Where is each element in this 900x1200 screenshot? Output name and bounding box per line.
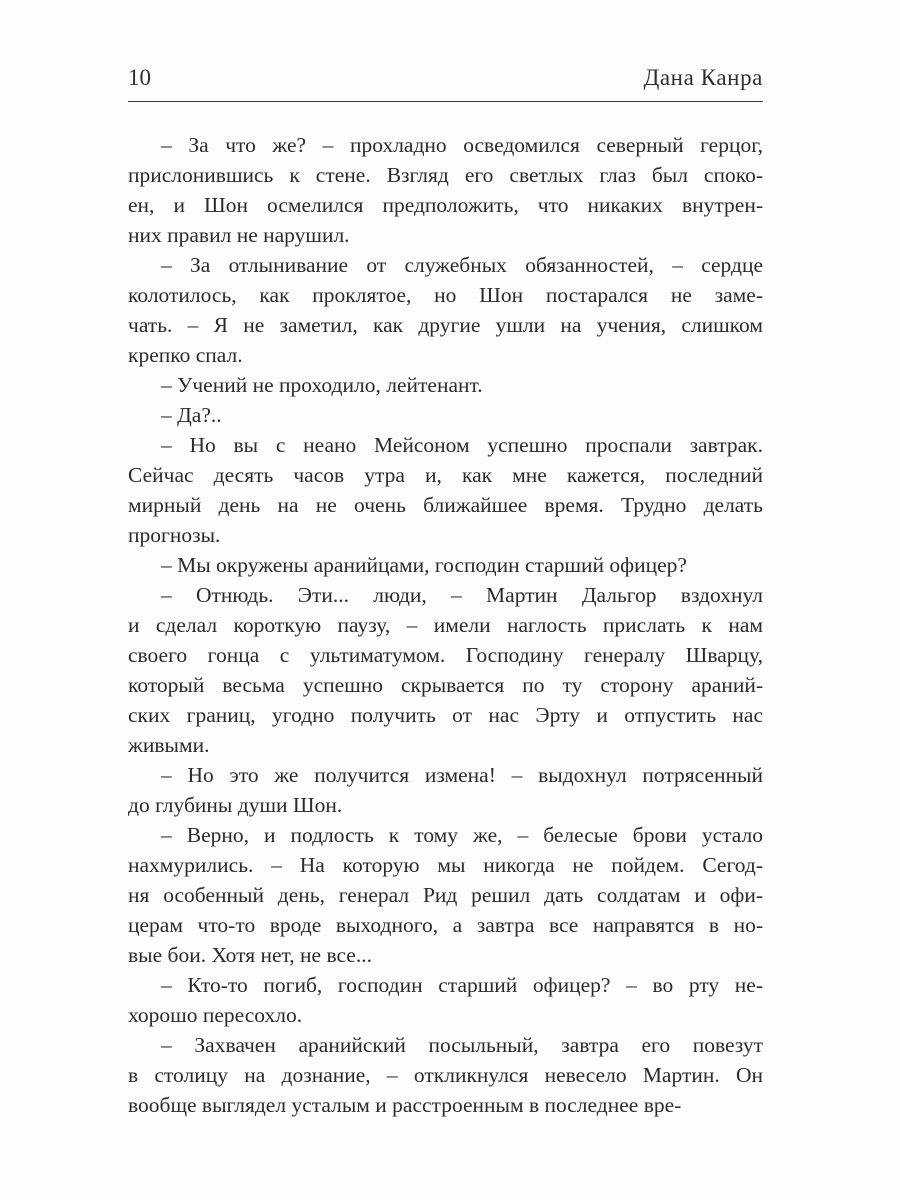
text-line: – Но это же получится измена! – выдохнул потрясенный xyxy=(161,763,763,787)
page-header xyxy=(128,0,763,92)
text-line: Сейчас десять часов утра и, как мне кажется, последний xyxy=(128,463,763,487)
text-line: вые бои. Хотя нет, не все... xyxy=(128,943,372,967)
header-rule xyxy=(128,101,763,102)
paragraph xyxy=(128,970,763,1030)
text-line: – Захвачен аранийский посыльный, завтра его повезут xyxy=(161,1033,763,1057)
text-line: до глубины души Шон. xyxy=(128,793,343,817)
text-line: ня особенный день, генерал Рид решил дать солдатам и офи- xyxy=(128,883,763,907)
text-line: – Мы окружены аранийцами, господин старший офицер? xyxy=(161,553,687,577)
text-line: и сделал короткую паузу, – имели наглость прислать к нам xyxy=(128,613,763,637)
text-line: церам что-то вроде выходного, а завтра все направятся в но- xyxy=(128,913,763,937)
text-line: нахмурились. – На которую мы никогда не пойдем. Сегод- xyxy=(128,853,763,877)
text-line: вообще выглядел усталым и расстроенным в последнее вре- xyxy=(128,1093,682,1117)
paragraph xyxy=(128,370,763,400)
text-line: – Да?.. xyxy=(161,403,222,427)
text-line: ских границ, угодно получить от нас Эрту и отпустить нас xyxy=(128,703,763,727)
text-line: чать. – Я не заметил, как другие ушли на учения, слишком xyxy=(128,313,763,337)
text-line: крепко спал. xyxy=(128,343,243,367)
paragraph xyxy=(128,250,763,370)
text-line: них правил не нарушил. xyxy=(128,223,350,247)
page-content xyxy=(128,0,763,1120)
text-line: мирный день на не очень ближайшее время. Трудно делать xyxy=(128,493,763,517)
text-line: живыми. xyxy=(128,733,210,757)
text-line: в столицу на дознание, – откликнулся невесело Мартин. Он xyxy=(128,1063,763,1087)
text-line: колотилось, как проклятое, но Шон постарался не заме- xyxy=(128,283,763,307)
paragraph xyxy=(128,430,763,550)
paragraph xyxy=(128,760,763,820)
paragraph xyxy=(128,580,763,760)
text-line: – Кто-то погиб, господин старший офицер? – во рту не- xyxy=(161,973,763,997)
text-line: своего гонца с ультиматумом. Господину генералу Шварцу, xyxy=(128,643,763,667)
text-line: – Но вы с неано Мейсоном успешно проспали завтрак. xyxy=(161,433,763,457)
text-line: хорошо пересохло. xyxy=(128,1003,303,1027)
text-line: прислонившись к стене. Взгляд его светлых глаз был споко- xyxy=(128,163,763,187)
text-line: – Учений не проходило, лейтенант. xyxy=(161,373,483,397)
text-line: – Верно, и подлость к тому же, – белесые брови устало xyxy=(161,823,763,847)
text-line: который весьма успешно скрывается по ту сторону араний- xyxy=(128,673,763,697)
running-head-author: Дана Канра xyxy=(643,65,763,90)
paragraph xyxy=(128,820,763,970)
text-line: – За что же? – прохладно осведомился северный герцог, xyxy=(161,133,763,157)
paragraph xyxy=(128,130,763,250)
text-line: прогнозы. xyxy=(128,523,221,547)
text-line: – Отнюдь. Эти... люди, – Мартин Дальгор вздохнул xyxy=(161,583,763,607)
paragraph xyxy=(128,400,763,430)
page-number: 10 xyxy=(128,65,151,90)
text-line: ен, и Шон осмелился предположить, что никаких внутрен- xyxy=(128,193,763,217)
paragraph xyxy=(128,550,763,580)
text-line: – За отлынивание от служебных обязанностей, – сердце xyxy=(161,253,763,277)
text-column xyxy=(128,130,763,1120)
paragraph xyxy=(128,1030,763,1120)
